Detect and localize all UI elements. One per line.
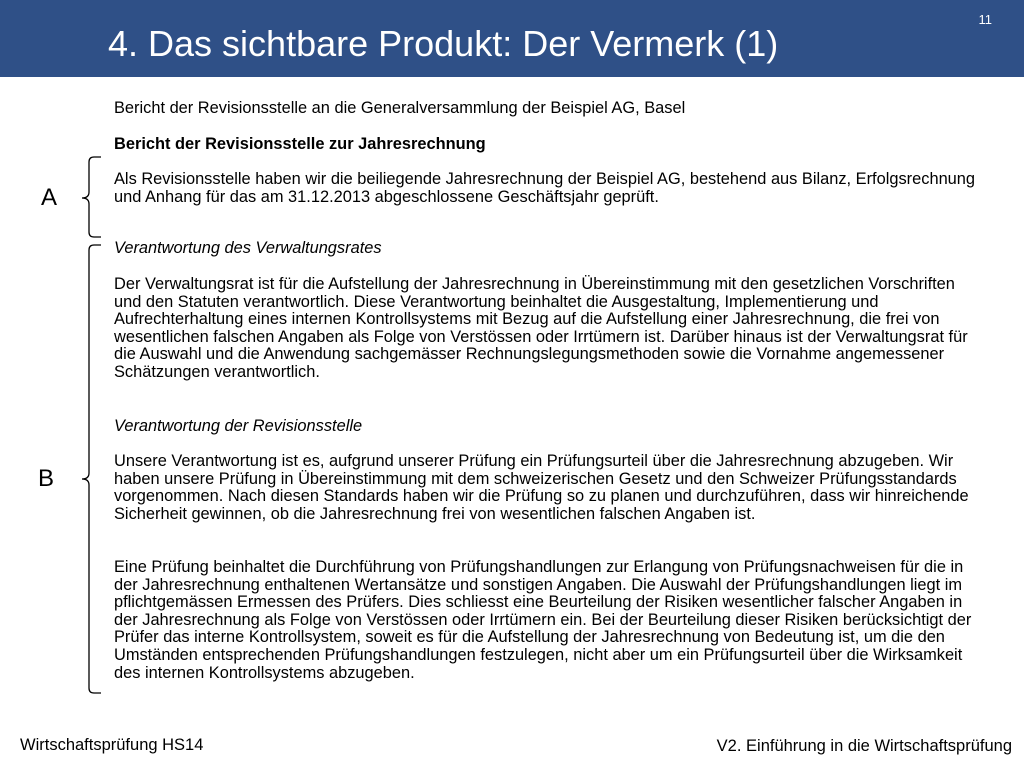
bracket-a xyxy=(82,157,101,237)
footer-chapter: V2. Einführung in die Wirtschaftsprüfung xyxy=(716,737,1012,755)
bracket-b-label: B xyxy=(38,465,55,492)
report-intro: Bericht der Revisionsstelle an die Generalversammlung der Beispiel AG, Basel xyxy=(114,99,686,117)
paragraph-verwaltungsrat: Der Verwaltungsrat ist für die Aufstellung der Jahresrechnung in Übereinstimmung mit den gesetzlichen Vorschriften und den Statuten verantwortlich. Diese Verantwortung beinhaltet die Ausgestaltung, Implementierung und Aufrechterhaltung eines internen Kontrollsystems mit Bezug auf die Aufstellung einer Jahresrechnung, die frei von wesentlichen falschen Angaben als Folge von Verstössen oder Irrtümern ist. Darüber hinaus ist der Verwaltungsrat für die Auswahl und die Anwendung sachgemässer Rechnungslegungsmethoden sowie die Vornahme angemessener Schätzungen verantwortlich. xyxy=(114,275,968,381)
subheading-revisionsstelle: Verantwortung der Revisionsstelle xyxy=(114,417,363,435)
bracket-b xyxy=(82,245,101,693)
subheading-verwaltungsrat: Verantwortung des Verwaltungsrates xyxy=(114,239,382,257)
footer-course: Wirtschaftsprüfung HS14 xyxy=(20,736,204,754)
brace-lines xyxy=(0,0,120,768)
slide-header xyxy=(0,0,1024,77)
paragraph-a: Als Revisionsstelle haben wir die beiliegende Jahresrechnung der Beispiel AG, bestehend aus Bilanz, Erfolgsrechnung und Anhang für das am 31.12.2013 abgeschlossene Geschäftsjahr geprüft. xyxy=(114,170,976,206)
paragraph-revisionsstelle-1: Unsere Verantwortung ist es, aufgrund unserer Prüfung ein Prüfungsurteil über die Jahresrechnung abzugeben. Wir haben unsere Prüfung in Übereinstimmung mit dem schweizerischen Gesetz und den Schweizer Prüfungsstandards vorgenommen. Nach diesen Standards haben wir die Prüfung so zu planen und durchzuführen, dass wir hinreichende Sicherheit gewinnen, ob die Jahresrechnung frei von wesentlichen falschen Angaben ist. xyxy=(114,452,969,523)
page-number: 11 xyxy=(978,12,992,27)
paragraph-revisionsstelle-2: Eine Prüfung beinhaltet die Durchführung von Prüfungshandlungen zur Erlangung von Prüfungsnachweisen für die in der Jahresrechnung enthaltenen Wertansätze und sonstigen Angaben. Die Auswahl der Prüfungshandlungen liegt im pflichtgemässen Ermessen des Prüfers. Dies schliesst eine Beurteilung der Risiken wesentlicher falscher Angaben in der Jahresrechnung als Folge von Verstössen oder Irrtümern ein. Bei der Beurteilung dieser Risiken berücksichtigt der Prüfer das interne Kontrollsystem, soweit es für die Aufstellung der Jahresrechnung von Bedeutung ist, um die den Umständen entsprechenden Prüfungshandlungen festzulegen, nicht aber um ein Prüfungsurteil über die Wirksamkeit des internen Kontrollsystems abzugeben. xyxy=(114,558,972,682)
report-heading: Bericht der Revisionsstelle zur Jahresrechnung xyxy=(114,135,486,153)
bracket-a-label: A xyxy=(41,184,58,211)
slide-title: 4. Das sichtbare Produkt: Der Vermerk (1) xyxy=(108,23,779,64)
